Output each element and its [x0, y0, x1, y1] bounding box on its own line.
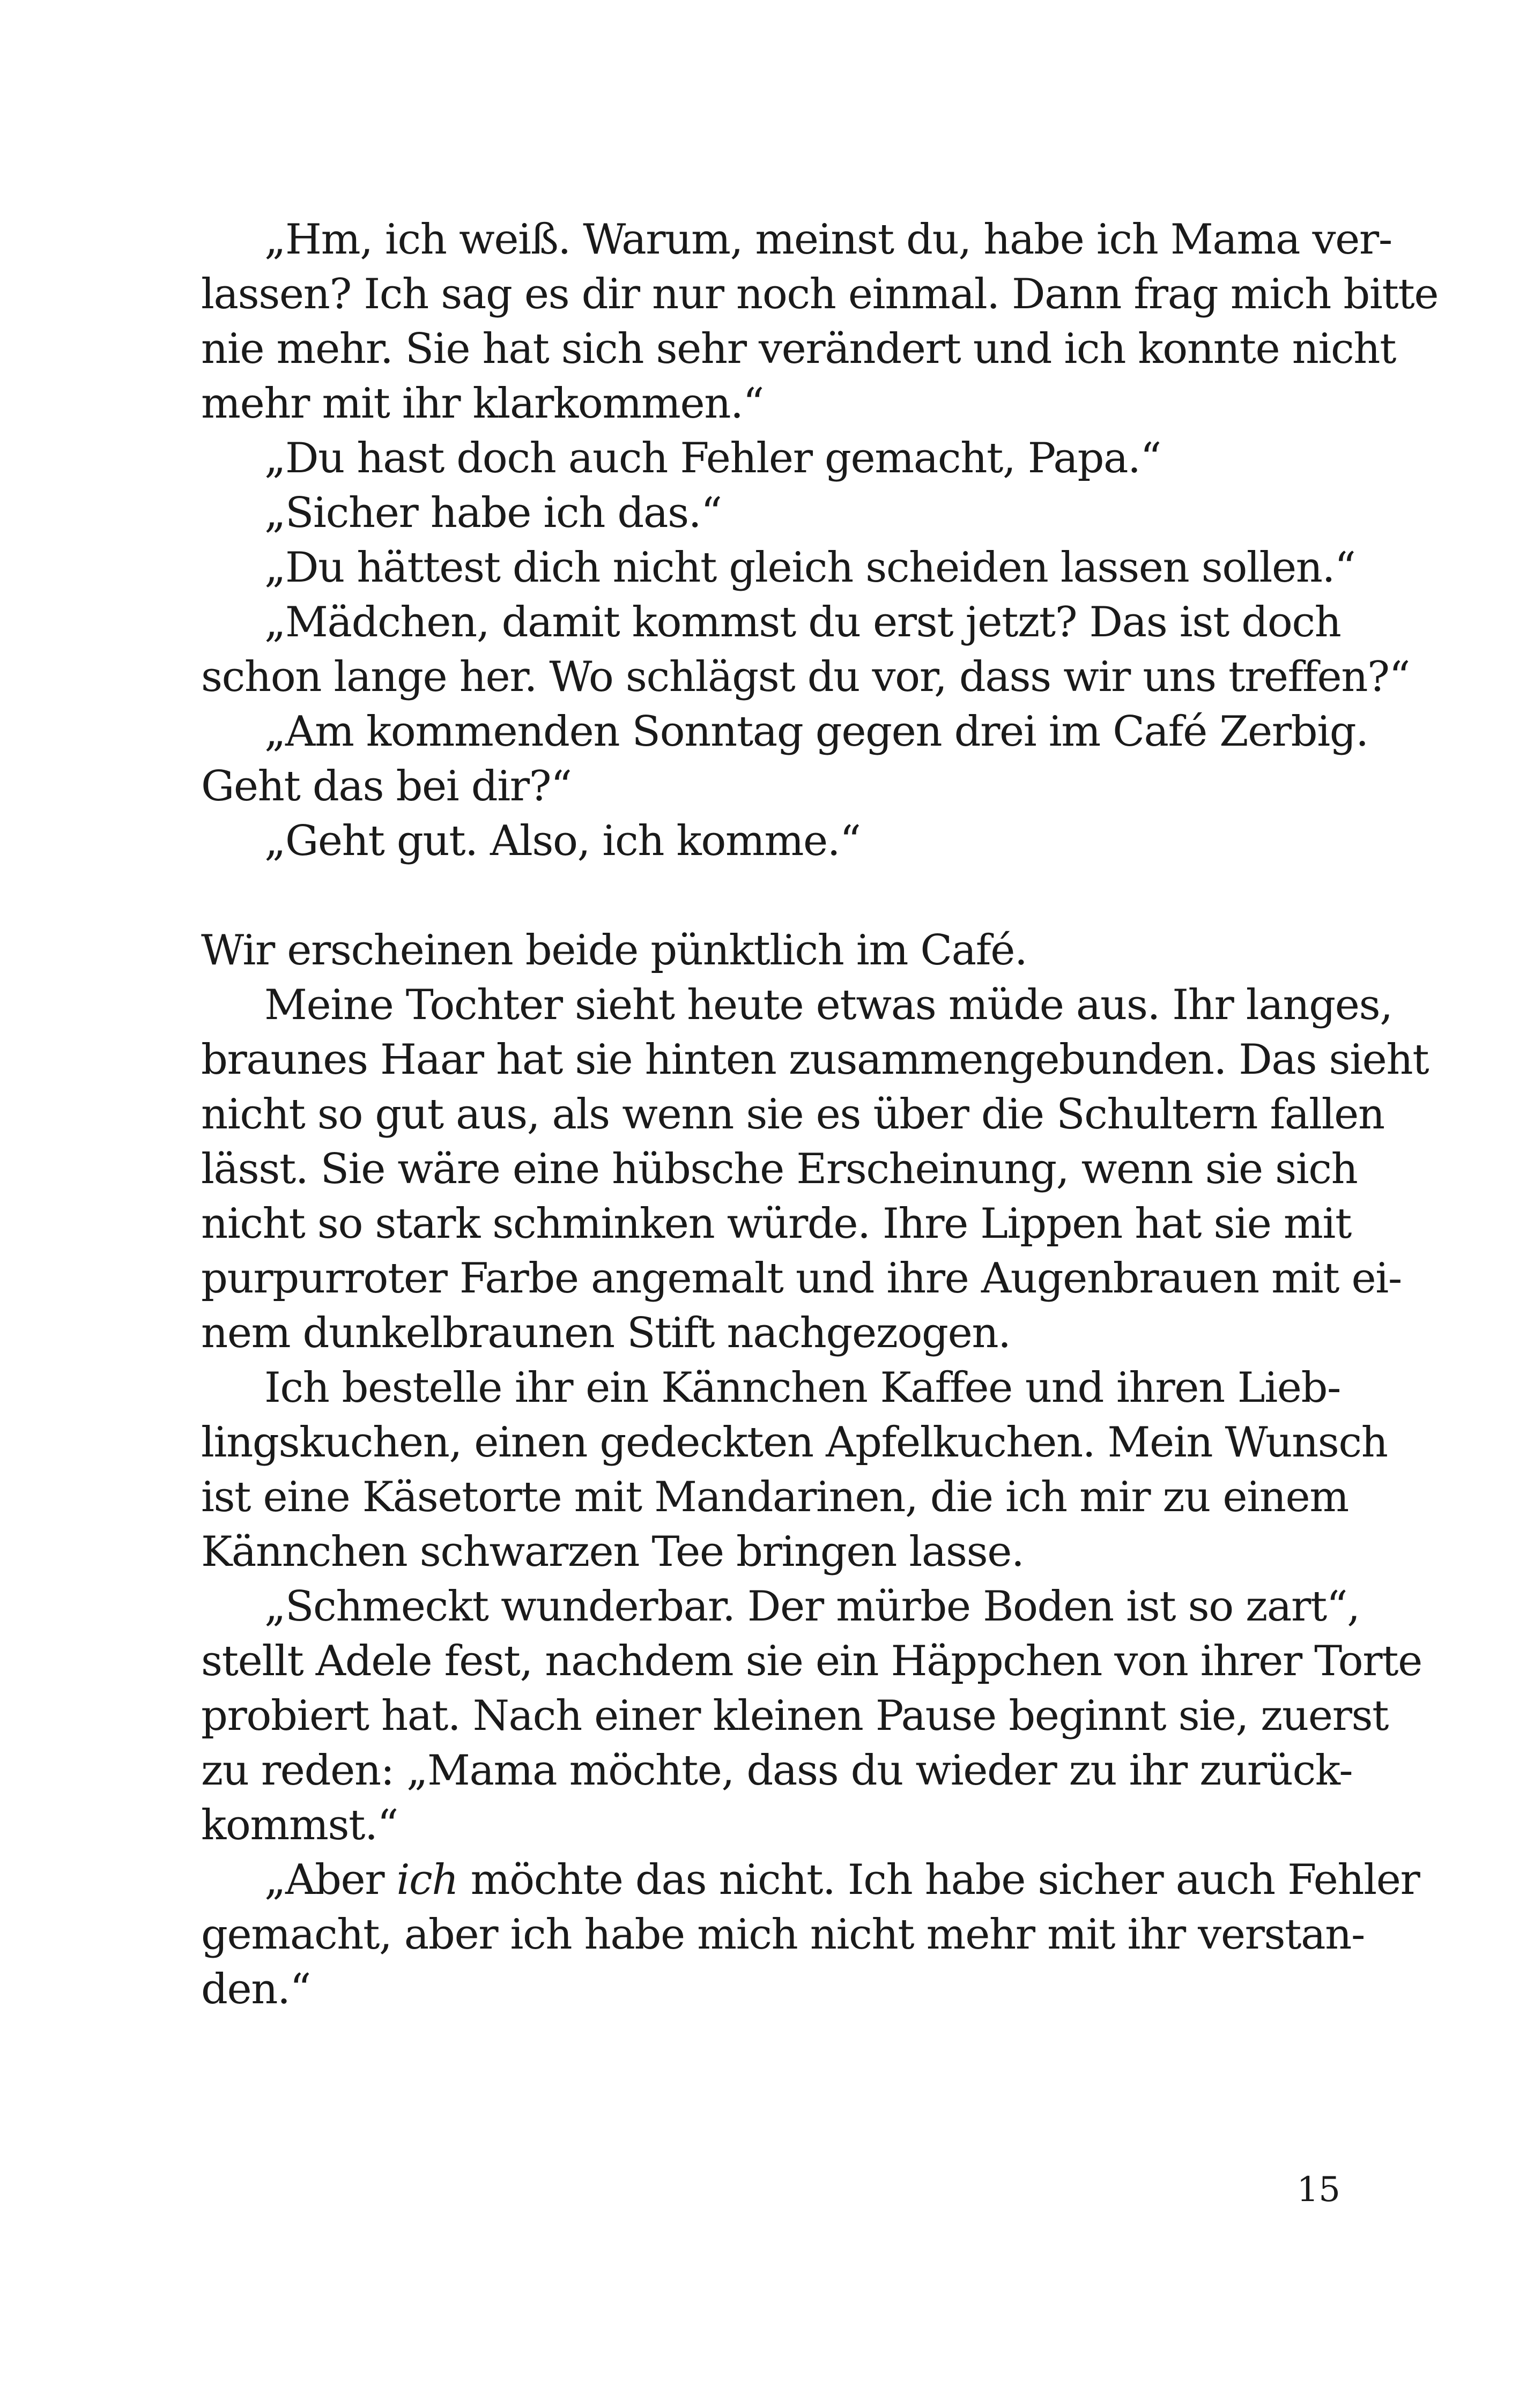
- text-line: „Sicher habe ich das.“: [264, 489, 722, 537]
- text-line: nicht so stark schminken würde. Ihre Lippen hat sie mit: [201, 1200, 1351, 1248]
- text-line: nicht so gut aus, als wenn sie es über die Schultern fallen: [201, 1090, 1384, 1139]
- text-line: „Du hast doch auch Fehler gemacht, Papa.“: [264, 434, 1161, 482]
- text-line: Wir erscheinen beide pünktlich im Café.: [201, 926, 1027, 975]
- text-line: braunes Haar hat sie hinten zusammengebunden. Das sieht: [201, 1036, 1429, 1084]
- text-line: „Hm, ich weiß. Warum, meinst du, habe ich Mama ver-: [264, 215, 1392, 264]
- text-line: nem dunkelbraunen Stift nachgezogen.: [201, 1309, 1011, 1357]
- page-number: 15: [1296, 2170, 1340, 2210]
- text-line: purpurroter Farbe angemalt und ihre Augenbrauen mit ei-: [201, 1254, 1402, 1303]
- text-line: mehr mit ihr klarkommen.“: [201, 380, 764, 428]
- text-line: ist eine Käsetorte mit Mandarinen, die ich mir zu einem: [201, 1473, 1348, 1521]
- section-break: [201, 868, 1340, 923]
- text-line: Ich bestelle ihr ein Kännchen Kaffee und ihren Lieb-: [264, 1364, 1340, 1412]
- text-line: zu reden: „Mama möchte, dass du wieder zu ihr zurück-: [201, 1746, 1353, 1795]
- text-line: [201, 1853, 1420, 1907]
- text-run: „Aber: [264, 1856, 397, 1904]
- text-line: Meine Tochter sieht heute etwas müde aus. Ihr langes,: [264, 981, 1392, 1029]
- text-line: „Schmeckt wunderbar. Der mürbe Boden ist so zart“,: [264, 1582, 1360, 1631]
- text-run: möchte das nicht. Ich habe sicher auch Fehler: [458, 1856, 1420, 1904]
- text-line: kommst.“: [201, 1801, 398, 1849]
- text-line: lassen? Ich sag es dir nur noch einmal. Dann frag mich bitte: [201, 270, 1439, 318]
- body-text: [201, 212, 1439, 2017]
- emphasis-text: ich: [396, 1856, 458, 1904]
- text-line: nie mehr. Sie hat sich sehr verändert und ich konnte nicht: [201, 325, 1396, 373]
- text-line: stellt Adele fest, nachdem sie ein Häppchen von ihrer Torte: [201, 1637, 1422, 1685]
- text-line: „Du hättest dich nicht gleich scheiden lassen sollen.“: [264, 544, 1355, 592]
- text-line: lingskuchen, einen gedeckten Apfelkuchen. Mein Wunsch: [201, 1418, 1388, 1467]
- text-line: schon lange her. Wo schlägst du vor, dass wir uns treffen?“: [201, 653, 1410, 701]
- text-line: lässt. Sie wäre eine hübsche Erscheinung, wenn sie sich: [201, 1145, 1358, 1193]
- text-line: Geht das bei dir?“: [201, 762, 572, 811]
- text-line: „Geht gut. Also, ich komme.“: [264, 817, 861, 865]
- text-line: „Am kommenden Sonntag gegen drei im Café Zerbig.: [264, 708, 1368, 756]
- text-line: Kännchen schwarzen Tee bringen lasse.: [201, 1528, 1024, 1576]
- text-line: den.“: [201, 1965, 310, 2013]
- text-line: „Mädchen, damit kommst du erst jetzt? Das ist doch: [264, 598, 1341, 646]
- text-line: probiert hat. Nach einer kleinen Pause beginnt sie, zuerst: [201, 1692, 1389, 1740]
- text-line: gemacht, aber ich habe mich nicht mehr mit ihr verstan-: [201, 1911, 1365, 1959]
